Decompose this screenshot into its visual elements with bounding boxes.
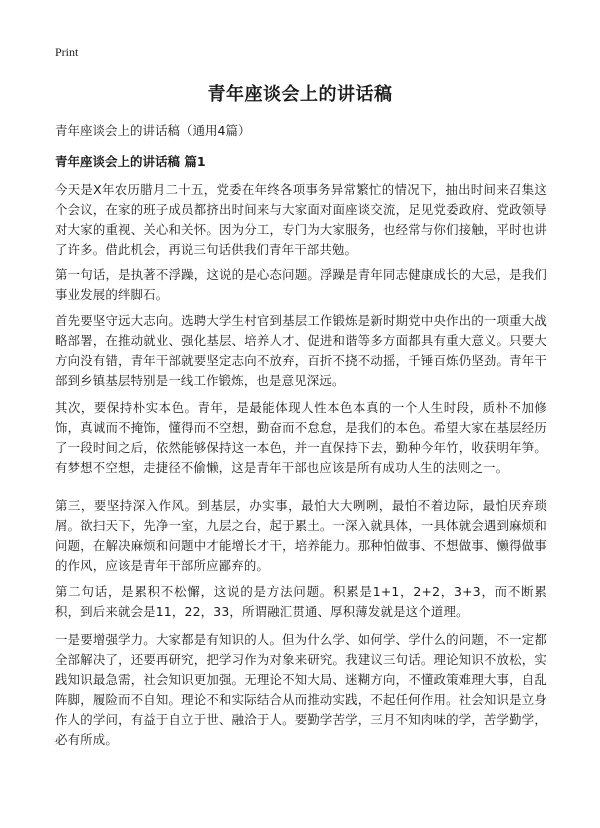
paragraph-2: 第一句话，是执著不浮躁，这说的是心态问题。浮躁是青年同志健康成长的大忌，是我们事业发展的绊脚石。 (55, 267, 547, 302)
print-label: Print (55, 45, 79, 59)
document-title: 青年座谈会上的讲话稿 (207, 84, 393, 105)
paragraph-7: 一是要增强学力。大家都是有知识的人。但为什么学、如何学、学什么的问题，不一定都全部解决了，还要再研究，把学习作为对象来研究。我建议三句话。理论知识不放松，实践知识最急需，社会知识更加强。无理论不知大局、迷糊方向，不懂政策难理大事，自乱阵脚，履险而不自知。理论不和实际结合从而推动实践，不起任何作用。社会知识是立身作人的学问，有益于自立于世、融洽于人。要勤学苦学，三月不知肉味的学，苦学勤学，必有所成。 (55, 632, 547, 747)
paragraph-6: 第二句话，是累积不松懈，这说的是方法问题。积累是1+1，2+2，3+3，而不断累积，到后来就会是11，22，33，所谓融汇贯通、厚积薄发就是这个道理。 (55, 584, 547, 619)
section-heading: 青年座谈会上的讲话稿 篇1 (55, 154, 206, 169)
paragraph-1: 今天是X年农历腊月二十五，党委在年终各项事务异常繁忙的情况下，抽出时间来召集这个会议，在家的班子成员都挤出时间来与大家面对面座谈交流，足见党委政府、党政领导对大家的重视、关心和关怀。因为分工，专门为大家服务，也经常与你们接触，平时也讲了许多。借此机会，再说三句话供我们青年干部共勉。 (55, 182, 547, 257)
document-subtitle: 青年座谈会上的讲话稿（通用4篇） (55, 123, 251, 138)
paragraph-5: 第三，要坚持深入作风。到基层，办实事，最怕大大咧咧，最怕不着边际，最怕厌弃琐屑。欲扫天下，先净一室，九层之台，起于累土。一深入就具体，一具体就会遇到麻烦和问题，在解决麻烦和问题中才能增长才干，培养能力。那种怕做事、不想做事、懒得做事的作风，应该是青年干部所应鄙弃的。 (55, 498, 547, 573)
paragraph-3: 首先要坚守远大志向。选聘大学生村官到基层工作锻炼是新时期党中央作出的一项重大战略部署，在推动就业、强化基层、培养人才、促进和谐等多方面都具有重大意义。只要大方向没有错，青年干部就要坚定志向不放弃，百折不挠不动摇，千锤百炼仍坚劲。青年干部到乡镇基层特别是一线工作锻炼，也是意见深远。 (55, 313, 547, 388)
paragraph-4: 其次，要保持朴实本色。青年，是最能体现人性本色本真的一个人生时段，质朴不加修饰，真诚而不掩饰，懂得而不空想，勤奋而不怠怠，是我们的本色。希望大家在基层经历了一段时间之后，依然能够保持这一本色，并一直保持下去，勤种今年竹，收获明年笋。有梦想不空想，走捷径不偷懒，这是青年干部也应该是所有成功人生的法则之一。 (55, 400, 547, 475)
